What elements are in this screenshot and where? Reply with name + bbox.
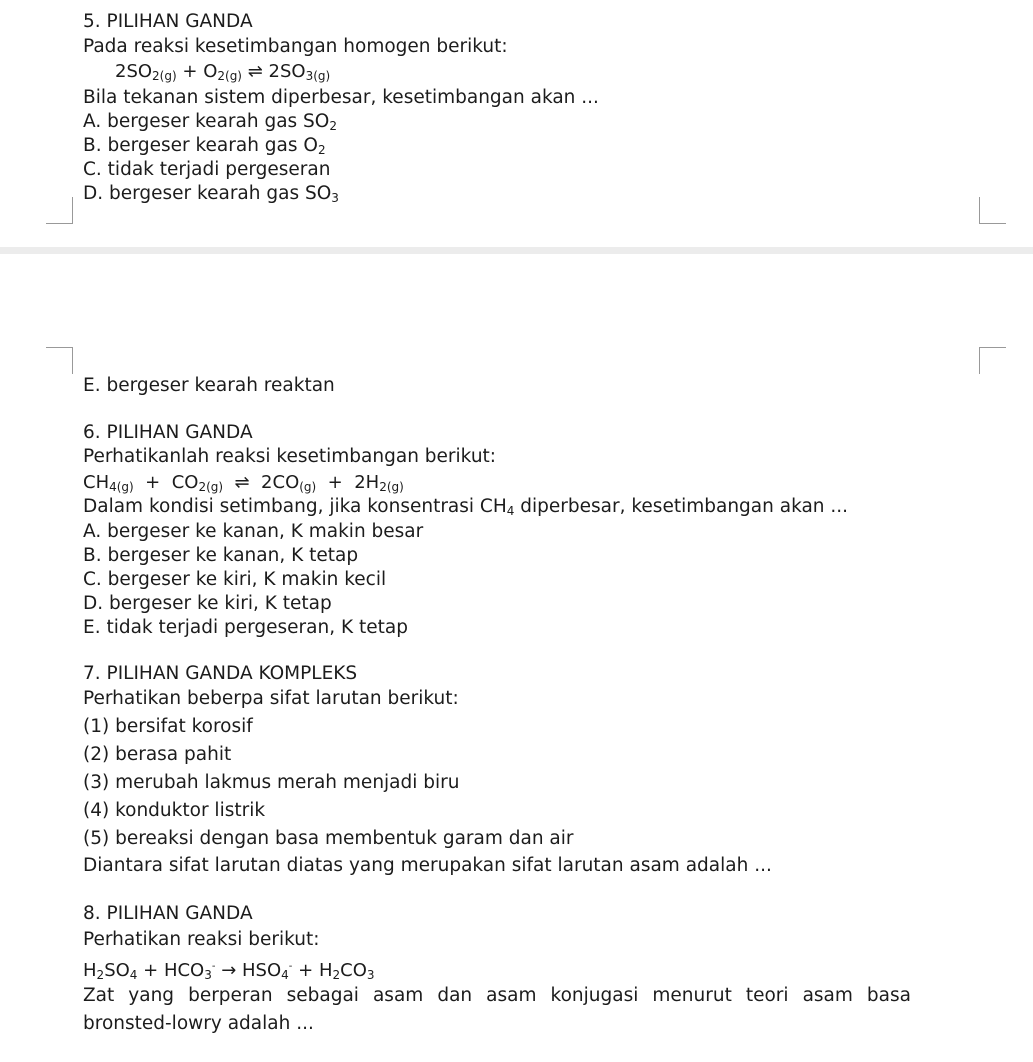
margin-corner-mark	[979, 347, 1006, 374]
question-7-item-5: (5) bereaksi dengan basa membentuk garam dan air	[83, 828, 574, 849]
question-8-heading: 8. PILIHAN GANDA	[83, 903, 253, 924]
question-6-option-e: E. tidak terjadi pergeseran, K tetap	[83, 617, 408, 638]
question-6-option-c: C. bergeser ke kiri, K makin kecil	[83, 569, 387, 590]
question-5-text: Bila tekanan sistem diperbesar, kesetimbangan akan ...	[83, 87, 599, 108]
question-5-heading: 5. PILIHAN GANDA	[83, 11, 253, 32]
question-6-heading: 6. PILIHAN GANDA	[83, 422, 253, 443]
question-6-option-b: B. bergeser ke kanan, K tetap	[83, 545, 359, 566]
question-6-text: Dalam kondisi setimbang, jika konsentrasi $CH_4$ diperbesar, kesetimbangan akan ...	[83, 496, 849, 518]
question-5-option-c: C. tidak terjadi pergeseran	[83, 159, 331, 180]
question-5-option-a: A. bergeser kearah gas $SO_2$	[83, 111, 337, 133]
question-5-option-d: D. bergeser kearah gas $SO_3$	[83, 183, 339, 205]
question-7-item-2: (2) berasa pahit	[83, 744, 232, 765]
question-7-heading: 7. PILIHAN GANDA KOMPLEKS	[83, 663, 358, 684]
question-7-text: Diantara sifat larutan diatas yang merupakan sifat larutan asam adalah ...	[83, 855, 772, 876]
question-7-item-1: (1) bersifat korosif	[83, 716, 253, 737]
page-break	[0, 247, 1033, 254]
question-5-intro: Pada reaksi kesetimbangan homogen berikut:	[83, 36, 508, 57]
question-7-item-4: (4) konduktor listrik	[83, 800, 266, 821]
question-7-item-3: (3) merubah lakmus merah menjadi biru	[83, 772, 460, 793]
question-6-intro: Perhatikanlah reaksi kesetimbangan berikut:	[83, 446, 497, 467]
question-8-intro: Perhatikan reaksi berikut:	[83, 929, 320, 950]
question-6-option-a: A. bergeser ke kanan, K makin besar	[83, 521, 424, 542]
question-7-intro: Perhatikan beberpa sifat larutan berikut:	[83, 688, 459, 709]
question-5-equation: $2SO_{2(g)} + O_{2(g)}$ ⇌ $2SO_{3(g)}$	[115, 61, 331, 83]
margin-corner-mark	[979, 197, 1006, 224]
margin-corner-mark	[46, 197, 73, 224]
page-2	[0, 254, 1033, 1062]
question-8-text-line-2: bronsted-lowry adalah ...	[83, 1013, 314, 1034]
question-6-option-d: D. bergeser ke kiri, K tetap	[83, 593, 332, 614]
question-5-option-b: B. bergeser kearah gas $O_2$	[83, 135, 326, 157]
margin-corner-mark	[46, 347, 73, 374]
question-5-option-e: E. bergeser kearah reaktan	[83, 375, 335, 396]
page-1	[0, 0, 1033, 247]
question-8-equation: $H_2SO_4 + HCO_3^- \to HSO_4^- + H_2CO_3$	[83, 960, 375, 982]
question-6-equation: $CH_{4(g)} + CO_{2(g)}$ ⇌ $2CO_{(g)} + 2H_{2(g)}$	[83, 472, 404, 494]
question-8-text-line-1: Zat yang berperan sebagai asam dan asam konjugasi menurut teori asam basa	[83, 985, 911, 1006]
